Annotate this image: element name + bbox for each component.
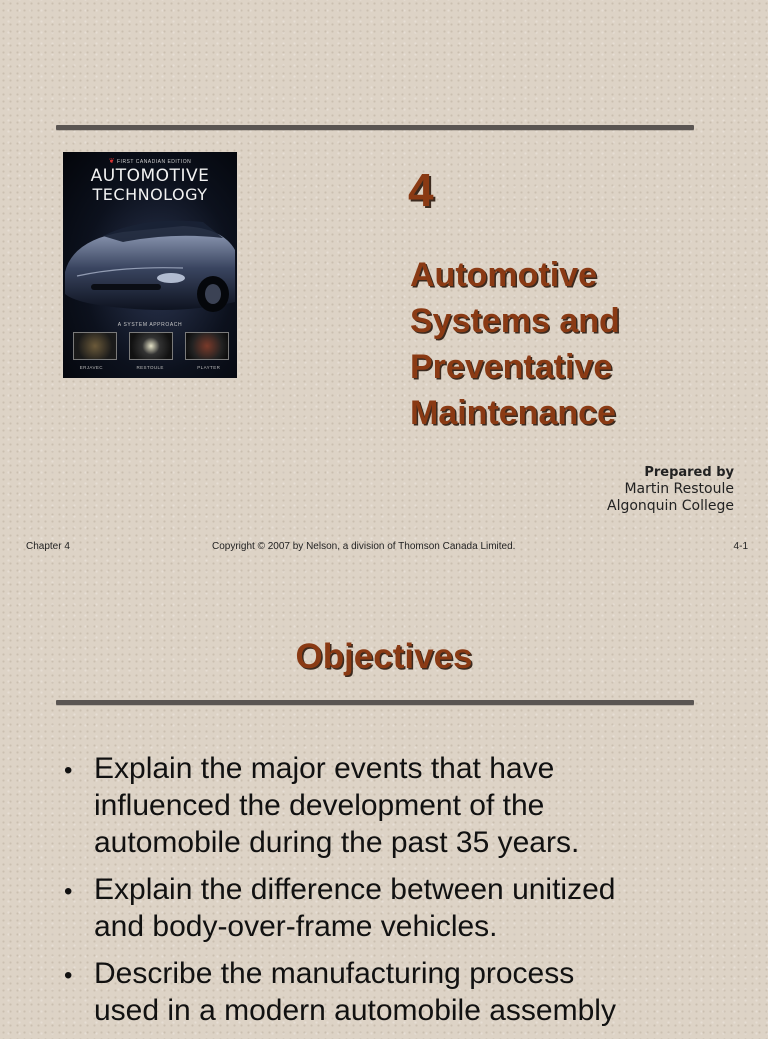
objectives-title: Objectives — [295, 637, 473, 676]
cover-author: RESTOULE — [136, 365, 164, 370]
author-name: Martin Restoule — [624, 481, 734, 497]
objectives-divider — [56, 700, 694, 705]
prepared-by-label: Prepared by — [644, 465, 734, 480]
chapter-number: 4 — [408, 164, 434, 216]
list-item — [64, 871, 744, 945]
cover-edition-label: FIRST CANADIAN EDITION — [117, 159, 192, 165]
bullet-icon: • — [64, 878, 73, 905]
cover-thumbnail-2 — [129, 332, 173, 360]
chapter-title-line: Systems and — [410, 302, 620, 340]
car-illustration-icon — [63, 202, 237, 322]
prepared-by-block — [607, 464, 734, 515]
list-item-line: used in a modern automobile assembly — [94, 994, 616, 1027]
cover-authors — [63, 365, 237, 370]
footer-copyright: Copyright © 2007 by Nelson, a division of Thomson Canada Limited. — [212, 541, 516, 552]
footer-page-number: 4-1 — [733, 541, 748, 552]
list-item-line: Describe the manufacturing process — [94, 957, 575, 990]
list-item-line: Explain the major events that have — [94, 752, 555, 785]
chapter-title — [410, 252, 620, 436]
cover-author: PLAYTER — [197, 365, 221, 370]
list-item — [64, 750, 744, 861]
list-item-line: influenced the development of the — [94, 789, 545, 822]
list-item — [64, 955, 744, 1029]
footer-chapter: Chapter 4 — [26, 541, 70, 552]
author-org: Algonquin College — [607, 498, 734, 514]
list-item-line: Explain the difference between unitized — [94, 873, 616, 906]
cover-title-line1: AUTOMOTIVE — [90, 166, 210, 186]
chapter-title-line: Automotive — [410, 256, 597, 294]
list-item-line: and body-over-frame vehicles. — [94, 910, 498, 943]
chapter-title-line: Maintenance — [410, 394, 616, 432]
book-cover-image — [63, 152, 237, 378]
bullet-icon: • — [64, 962, 73, 989]
chapter-title-line: Preventative — [410, 348, 613, 386]
bullet-icon: • — [64, 757, 73, 784]
cover-title-line2: TECHNOLOGY — [92, 185, 208, 204]
objectives-list — [64, 750, 744, 1039]
cover-thumbnail-3 — [185, 332, 229, 360]
cover-thumbnail-1 — [73, 332, 117, 360]
cover-publisher-mark — [63, 157, 237, 165]
cover-subtitle: A SYSTEM APPROACH — [117, 322, 183, 328]
cover-author: ERJAVEC — [79, 365, 103, 370]
maple-leaf-icon: ❦ — [108, 158, 116, 165]
top-divider — [56, 125, 694, 130]
slide-objectives — [0, 560, 768, 1027]
list-item-line: automobile during the past 35 years. — [94, 826, 580, 859]
